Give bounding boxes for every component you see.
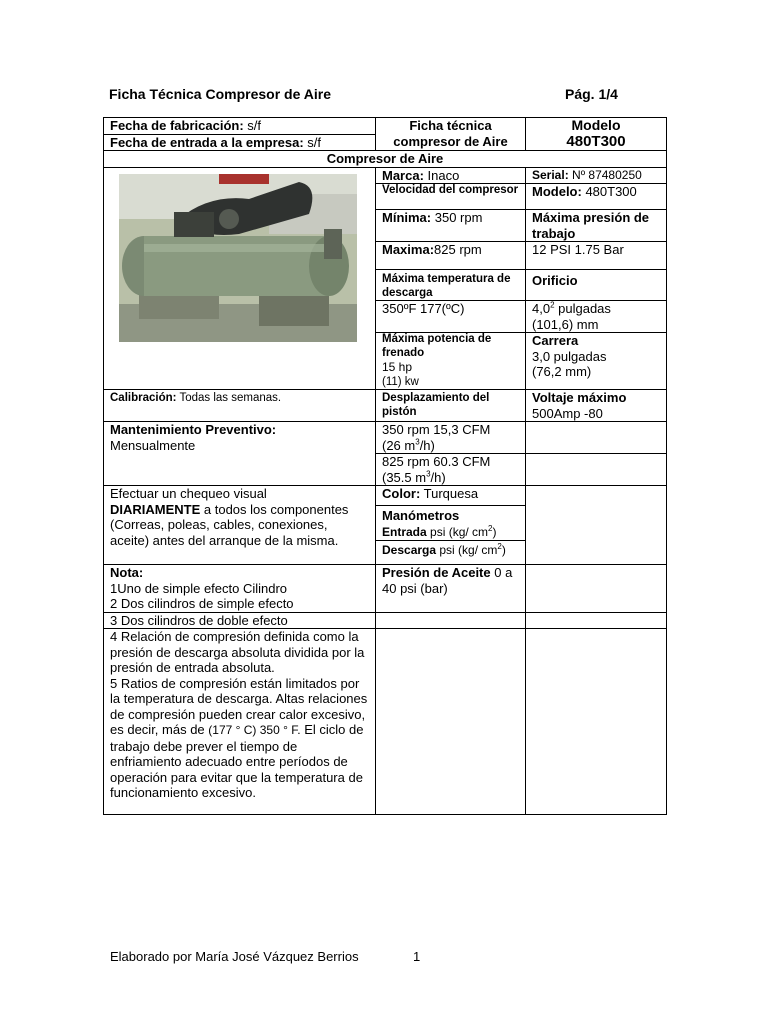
modelo2-value: 480T300 [581,184,637,199]
desplazamiento-cell: Desplazamiento del pistón [376,390,526,422]
serial-cell [526,167,667,184]
maxima-cell [376,242,526,270]
nota-5a: 5 Ratios de compresión están limitados por la temperatura de descarga. Altas relaciones de compresión pueden crear calor excesivo, es decir, más de [110,675,368,737]
modelo2-cell [526,184,667,210]
potencia-hp: 15 hp [382,360,413,374]
potencia-cell [376,333,526,390]
nota-5b: (177 ° C) 350 ° F. [208,723,301,737]
empty-cell [526,612,667,629]
descarga-label: Descarga [382,543,437,557]
voltaje-value: 500Amp -80 [532,405,603,421]
footer-author: Elaborado por María José Vázquez Berrios [110,949,359,964]
mantenimiento-value: Mensualmente [110,437,196,453]
voltaje-cell [526,390,667,422]
minima-cell [376,210,526,242]
cfm2-a: 825 rpm 60.3 CFM [382,454,491,469]
carrera-cell [526,333,667,390]
entrada-cell [104,134,376,151]
cfm2-cell [376,454,526,486]
max-temp-cell: Máxima temperatura de descarga [376,270,526,301]
cfm1-b: (26 m [382,437,416,453]
calibracion-cell [104,390,376,422]
minima-label: Mínima: [382,210,432,225]
manometro-entrada-value: psi (kg/ cm [426,524,489,539]
cfm1-sup: 3 [415,437,420,447]
nota-label: Nota: [110,565,144,580]
empty-cell [376,629,526,815]
modelo-label: Modelo [571,117,621,133]
entrada-label: Fecha de entrada a la empresa: [110,134,304,150]
carrera-a: 3,0 pulgadas [532,348,607,364]
nota-5c: El ciclo de trabajo debe prever el tiempo de enfriamiento adecuado entre períodos de operación para evitar que la temperatura de funcionamiento excesivo. [110,722,364,800]
descarga-value: psi (kg/ cm [436,543,498,557]
chequeo-bold: DIARIAMENTE [110,501,201,517]
cfm2-sup: 3 [426,469,431,479]
minima-value: 350 rpm [431,210,483,225]
mantenimiento-cell [104,422,376,486]
modelo2-label: Modelo: [532,184,582,199]
orificio-value-c: (101,6) mm [532,316,599,332]
calibracion-value: Todas las semanas. [176,392,282,404]
chequeo-cell [104,486,376,565]
color-label: Color: [382,486,421,501]
modelo-value: 480T300 [566,132,626,150]
descarga-end: ) [501,543,506,557]
presion-value-cell: 12 PSI 1.75 Bar [526,242,667,270]
color-value: Turquesa [420,486,479,501]
entrada-end: ) [492,524,497,539]
chequeo-rest: a todos los componentes (Correas, poleas, cables, conexiones, aceite) antes del arranque de la misma. [110,501,349,548]
temp-value-cell: 350ºF 177(ºC) [376,301,526,333]
cfm2-b: (35.5 m [382,469,427,485]
cfm1-c: /h) [419,437,435,453]
carrera-b: (76,2 mm) [532,364,592,379]
empty-cell [376,612,526,629]
ficha-cell: Ficha técnica compresor de Aire [376,118,526,151]
carrera-label: Carrera [532,333,579,348]
orificio-value-b: pulgadas [554,301,611,316]
marca-label: Marca: [382,167,424,183]
descarga-sup: 2 [497,542,502,551]
modelo-cell [526,118,667,151]
mantenimiento-label: Mantenimiento Preventivo: [110,422,277,437]
serial-label: Serial: [532,167,569,182]
entrada-value: s/f [303,134,321,150]
nota-long-cell [104,629,376,815]
spec-table [103,117,667,815]
descarga-cell [376,541,526,565]
compressor-photo [119,174,357,342]
nota-cell [104,565,376,613]
empty-cell [526,454,667,486]
cfm2-c: /h) [430,469,446,485]
page-number: Pág. 1/4 [565,86,618,102]
compressor-illustration [119,174,357,342]
empty-cell [526,486,667,565]
nota-2: 2 Dos cilindros de simple efecto [110,596,294,611]
cfm1-cell [376,422,526,454]
aceite-label: Presión de Aceite [382,565,491,580]
manometros-cell [376,506,526,541]
aceite-value: 0 a 40 psi (bar) [382,565,513,596]
calibracion-label: Calibración: [110,392,177,404]
maxima-label: Maxima: [382,242,435,257]
manometro-entrada-label: Entrada [382,524,427,539]
cfm1-a: 350 rpm 15,3 CFM [382,422,491,437]
potencia-kw: (11) kw [382,375,419,388]
voltaje-label: Voltaje máximo [532,390,627,405]
aceite-cell [376,565,526,613]
section-title: Compresor de Aire [104,151,667,168]
orificio-value-cell [526,301,667,333]
marca-value: Inaco [423,167,460,183]
document-title: Ficha Técnica Compresor de Aire [109,86,331,102]
nota-4: 4 Relación de compresión definida como la presión de descarga absoluta dividida por la presión de entrada absoluta. [110,629,365,675]
orificio-label: Orificio [526,270,667,301]
fab-cell [104,118,376,135]
marca-cell [376,167,526,184]
chequeo-line1: Efectuar un chequeo visual [110,486,267,501]
maxima-value: 825 rpm [434,242,482,257]
fab-value: s/f [243,118,261,133]
color-cell [376,486,526,506]
max-presion-cell: Máxima presión de trabajo [526,210,667,242]
orificio-value-a: 4,0 [532,301,551,316]
orificio-sup: 2 [550,300,555,310]
empty-cell [526,565,667,613]
manometros-label: Manómetros [382,508,460,523]
velocidad-cell: Velocidad del compresor [376,184,526,210]
empty-cell [526,629,667,815]
fab-label: Fecha de fabricación: [110,118,244,133]
serial-value: Nº 87480250 [568,167,642,182]
potencia-label: Máxima potencia de frenado [382,333,492,359]
footer-page-number: 1 [413,949,421,964]
nota-1: 1Uno de simple efecto Cilindro [110,580,288,596]
entrada-sup: 2 [488,523,493,533]
nota-3-cell: 3 Dos cilindros de doble efecto [104,612,376,629]
empty-cell [526,422,667,454]
photo-cell [104,167,376,390]
